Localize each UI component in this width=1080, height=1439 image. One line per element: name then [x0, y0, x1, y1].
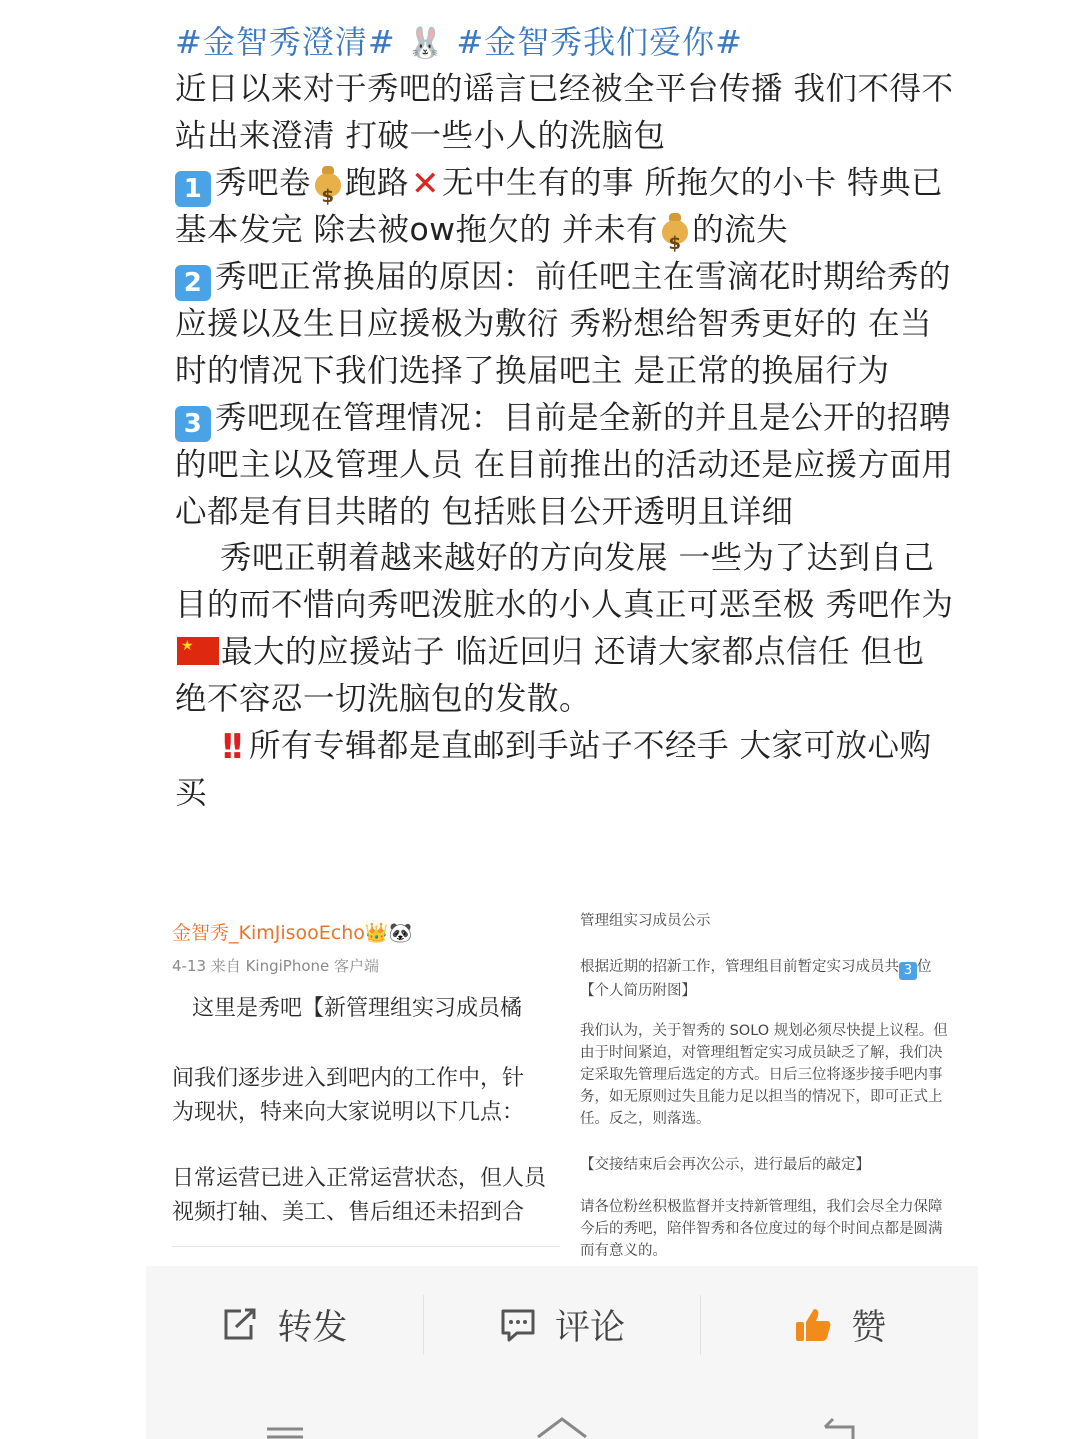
embed-right-paragraph: 根据近期的招新工作，管理组目前暂定实习成员共 3 位【个人简历附图】: [580, 959, 932, 999]
like-button[interactable]: [700, 1295, 978, 1355]
home-nav-button[interactable]: [532, 1399, 592, 1439]
back-nav-button[interactable]: [809, 1399, 869, 1439]
china-flag-icon: [177, 637, 219, 665]
number-1-badge-icon: 1: [175, 171, 211, 207]
post-point-3: 3 秀吧现在管理情况：目前是全新的并且是公开的招聘的吧主以及管理人员 在目前推出的活动还是应援方面用心都是有目共睹的 包括账目公开透明且详细: [175, 399, 954, 530]
number-3-badge-icon: 3: [175, 406, 211, 442]
money-bag-icon: [313, 166, 343, 198]
back-icon: [817, 1409, 861, 1439]
post-point-1: 1 秀吧卷 $ 跑路✕无中生有的事 所拖欠的小卡 特典已基本发完 除去被ow拖欠的 并未有 $ 的流失: [175, 160, 955, 255]
repost-icon: [221, 1307, 259, 1343]
embed-author: 金智秀_KimJisooEcho👑🐼: [172, 922, 413, 944]
embed-line: 日常运营已进入正常运营状态，但人员: [172, 1166, 547, 1191]
comment-icon: [499, 1307, 537, 1343]
post-intro: 近日以来对于秀吧的谣言已经被全平台传播 我们不得不站出来澄清 打破一些小人的洗脑包: [175, 71, 954, 154]
embed-line: 这里是秀吧【新管理组实习成员橘: [192, 996, 523, 1021]
post-paragraph-4: 秀吧正朝着越来越好的方向发展 一些为了达到自己目的而不惜向秀吧泼脏水的小人真正可恶至极 秀吧作为★最大的应援站子 临近回归 还请大家都点信任 但也绝不容忍一切洗脑包的发散。: [175, 535, 955, 722]
embed-divider: [172, 1246, 560, 1247]
hashtag-line: [175, 18, 955, 66]
embed-right-paragraph: 我们认为，关于智秀的 SOLO 规划必须尽快提上议程。但由于时间紧迫，对管理组暂定实习成员缺乏了解，我们决定采取先管理后选定的方式。日后三位将逐步接手吧内事务，如无原则过失且能力足以担当的情况下，即可正式上任。反之，则落选。: [580, 1023, 948, 1127]
repost-label: 转发: [277, 1308, 348, 1348]
embed-line: 视频打轴、美工、售后组还未招到合: [172, 1200, 525, 1225]
hashtag-love[interactable]: #金智秀我们爱你#: [456, 23, 743, 61]
system-nav-bar: [146, 1384, 978, 1439]
number-2-badge-icon: 2: [175, 265, 211, 301]
repost-button[interactable]: [146, 1266, 423, 1384]
action-bar: [146, 1266, 978, 1384]
embed-right-paragraph: 请各位粉丝积极监督并支持新管理组，我们会尽全力保障今后的秀吧，陪伴智秀和各位度过的每个时间点都是圆满而有意义的。: [580, 1199, 943, 1259]
double-exclamation-icon: !!: [220, 726, 240, 767]
post-content: [175, 18, 955, 817]
number-3-badge-icon: 3: [899, 962, 917, 980]
embed-right-paragraph: 【交接结束后会再次公示，进行最后的敲定】: [580, 1157, 870, 1173]
comment-button[interactable]: [423, 1295, 701, 1355]
post-paragraph-5: !! 所有专辑都是直邮到手站子不经手 大家可放心购买: [175, 723, 955, 818]
embed-meta: 4-13 来自 KingiPhone 客户端: [172, 957, 380, 975]
embed-line: 为现状，特来向大家说明以下几点：: [172, 1100, 525, 1125]
money-bag-icon: [660, 213, 690, 245]
cross-mark-icon: ✕: [411, 163, 441, 204]
comment-label: 评论: [555, 1308, 626, 1348]
post-point-2: 2 秀吧正常换届的原因：前任吧主在雪滴花时期给秀的应援以及生日应援极为敷衍 秀粉想给智秀更好的 在当时的情况下我们选择了换届吧主 是正常的换届行为: [175, 259, 952, 389]
hashtag-clarify[interactable]: #金智秀澄清#: [175, 23, 396, 61]
menu-icon: [263, 1409, 307, 1439]
menu-nav-button[interactable]: [255, 1399, 315, 1439]
post-body: [175, 66, 955, 817]
home-icon: [534, 1409, 590, 1439]
embed-line: 间我们逐步进入到吧内的工作中，针: [172, 1066, 525, 1091]
like-label: 赞: [851, 1308, 887, 1348]
embed-right-title: 管理组实习成员公示: [580, 913, 711, 929]
thumbs-up-icon: [793, 1306, 833, 1344]
embedded-image-left[interactable]: [172, 918, 560, 1266]
rabbit-emoji-icon: 🐰: [406, 26, 446, 61]
embedded-image-right[interactable]: [578, 908, 958, 1266]
